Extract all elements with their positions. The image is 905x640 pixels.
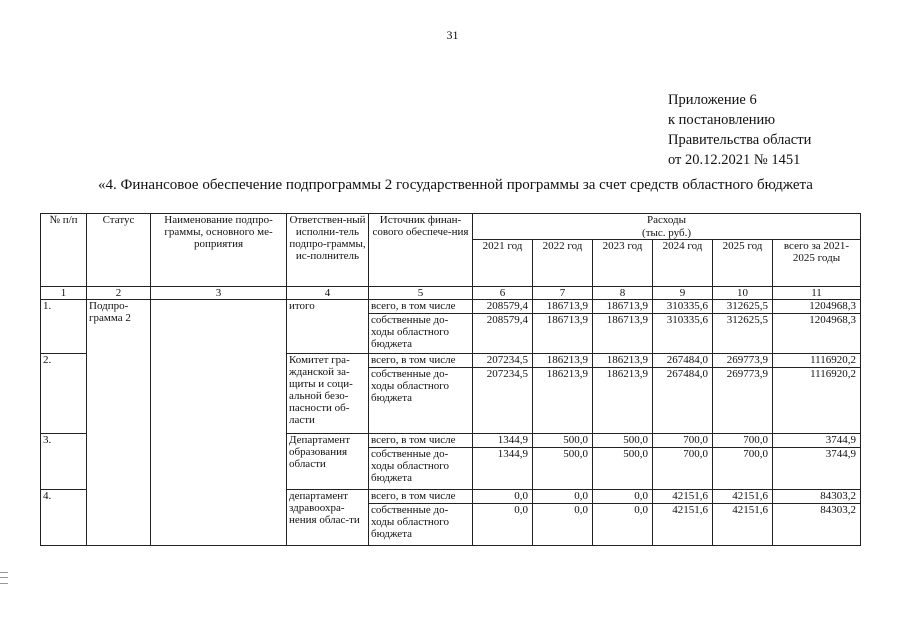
- total-cell: 1204968,3: [773, 314, 861, 354]
- section-heading: «4. Финансовое обеспечение подпрограммы 2 государственной программы за счет средств областного бюджета: [98, 177, 813, 193]
- value-cell: 186213,9: [533, 368, 593, 434]
- value-cell: 186713,9: [593, 314, 653, 354]
- column-number: 4: [287, 287, 369, 300]
- header-row: [41, 214, 861, 227]
- column-number: 3: [151, 287, 287, 300]
- column-number: 2: [87, 287, 151, 300]
- value-cell: 208579,4: [473, 300, 533, 314]
- value-cell: 500,0: [533, 434, 593, 448]
- value-cell: 186213,9: [533, 354, 593, 368]
- value-cell: 310335,6: [653, 314, 713, 354]
- value-cell: 186213,9: [593, 368, 653, 434]
- executor-cell: итого: [287, 300, 369, 354]
- value-cell: 207234,5: [473, 368, 533, 434]
- value-cell: 267484,0: [653, 354, 713, 368]
- appendix-line: от 20.12.2021 № 1451: [668, 152, 801, 168]
- total-cell: 1204968,3: [773, 300, 861, 314]
- total-cell: 84303,2: [773, 504, 861, 546]
- source-cell: собственные до-ходы областного бюджета: [369, 368, 473, 434]
- header-expenses: Расходы: [473, 214, 861, 227]
- value-cell: 700,0: [713, 448, 773, 490]
- executor-cell: департамент здравоохра-нения облас-ти: [287, 490, 369, 546]
- column-number: 1: [41, 287, 87, 300]
- total-cell: 1116920,2: [773, 368, 861, 434]
- value-cell: 267484,0: [653, 368, 713, 434]
- appendix-line: Приложение 6: [668, 92, 757, 108]
- appendix-block: [668, 90, 811, 170]
- column-number: 5: [369, 287, 473, 300]
- row-number: 2.: [41, 354, 87, 434]
- header-year: 2023 год: [593, 240, 653, 287]
- appendix-line: к постановлению: [668, 112, 776, 128]
- source-cell: собственные до-ходы областного бюджета: [369, 504, 473, 546]
- header-status: Статус: [87, 214, 151, 287]
- row-number: 3.: [41, 434, 87, 490]
- value-cell: 500,0: [533, 448, 593, 490]
- row-number: 4.: [41, 490, 87, 546]
- source-cell: всего, в том числе: [369, 354, 473, 368]
- value-cell: 700,0: [713, 434, 773, 448]
- name-cell: [151, 300, 287, 546]
- table-row: [41, 300, 861, 314]
- value-cell: 700,0: [653, 448, 713, 490]
- page-number: 31: [446, 28, 459, 42]
- financing-table: [40, 213, 861, 546]
- column-number: 10: [713, 287, 773, 300]
- column-number: 8: [593, 287, 653, 300]
- value-cell: 310335,6: [653, 300, 713, 314]
- header-executor: Ответствен-ный исполни-тель подпро-граммы, ис-полнитель: [287, 214, 369, 287]
- value-cell: 500,0: [593, 434, 653, 448]
- column-number-row: [41, 287, 861, 300]
- column-number: 9: [653, 287, 713, 300]
- value-cell: 269773,9: [713, 354, 773, 368]
- value-cell: 1344,9: [473, 434, 533, 448]
- value-cell: 0,0: [593, 504, 653, 546]
- value-cell: 42151,6: [713, 504, 773, 546]
- value-cell: 700,0: [653, 434, 713, 448]
- margin-mark: [0, 572, 8, 584]
- value-cell: 1344,9: [473, 448, 533, 490]
- value-cell: 0,0: [473, 490, 533, 504]
- source-cell: всего, в том числе: [369, 490, 473, 504]
- source-cell: всего, в том числе: [369, 434, 473, 448]
- value-cell: 0,0: [593, 490, 653, 504]
- executor-cell: Департамент образования области: [287, 434, 369, 490]
- total-cell: 3744,9: [773, 448, 861, 490]
- value-cell: 186213,9: [593, 354, 653, 368]
- header-total: всего за 2021-2025 годы: [773, 240, 861, 287]
- column-number: 6: [473, 287, 533, 300]
- value-cell: 0,0: [533, 490, 593, 504]
- source-cell: собственные до-ходы областного бюджета: [369, 448, 473, 490]
- appendix-line: Правительства области: [668, 132, 812, 148]
- row-number: 1.: [41, 300, 87, 354]
- source-cell: собственные до-ходы областного бюджета: [369, 314, 473, 354]
- header-year: 2021 год: [473, 240, 533, 287]
- header-year: 2022 год: [533, 240, 593, 287]
- status-cell: Подпро-грамма 2: [87, 300, 151, 546]
- value-cell: 42151,6: [653, 504, 713, 546]
- executor-cell: Комитет гра-жданской за-щиты и соци-альной безо-пасности об-ласти: [287, 354, 369, 434]
- value-cell: 0,0: [473, 504, 533, 546]
- value-cell: 42151,6: [713, 490, 773, 504]
- value-cell: 42151,6: [653, 490, 713, 504]
- total-cell: 3744,9: [773, 434, 861, 448]
- header-year: 2024 год: [653, 240, 713, 287]
- source-cell: всего, в том числе: [369, 300, 473, 314]
- value-cell: 186713,9: [533, 300, 593, 314]
- value-cell: 207234,5: [473, 354, 533, 368]
- value-cell: 312625,5: [713, 300, 773, 314]
- value-cell: 186713,9: [533, 314, 593, 354]
- value-cell: 186713,9: [593, 300, 653, 314]
- value-cell: 0,0: [533, 504, 593, 546]
- header-units: (тыс. руб.): [473, 227, 861, 240]
- total-cell: 84303,2: [773, 490, 861, 504]
- header-num: № п/п: [41, 214, 87, 287]
- value-cell: 500,0: [593, 448, 653, 490]
- column-number: 7: [533, 287, 593, 300]
- value-cell: 208579,4: [473, 314, 533, 354]
- column-number: 11: [773, 287, 861, 300]
- header-source: Источник финан-сового обеспече-ния: [369, 214, 473, 287]
- header-year: 2025 год: [713, 240, 773, 287]
- header-name: Наименование подпро-граммы, основного ме-роприятия: [151, 214, 287, 287]
- value-cell: 269773,9: [713, 368, 773, 434]
- total-cell: 1116920,2: [773, 354, 861, 368]
- value-cell: 312625,5: [713, 314, 773, 354]
